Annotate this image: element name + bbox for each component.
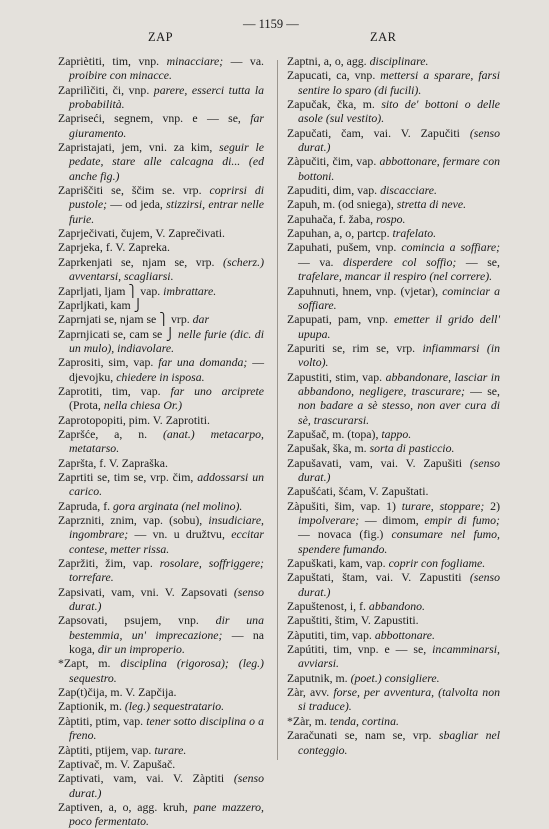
entry-text: Zapušak, ška, m.: [287, 441, 370, 456]
dictionary-entry: [287, 341, 500, 370]
dictionary-entry: [287, 312, 500, 341]
entry-text: Zaprnjati se, njam se ⎫ vrp.: [58, 312, 193, 327]
entry-text: Zapržiti, žim, vap.: [58, 556, 160, 571]
dictionary-entry: [58, 327, 264, 356]
entry-text: Zapútiti, tim, vnp. e — se,: [287, 642, 433, 657]
entry-text: Zapuh, m. (od sniega),: [287, 197, 397, 212]
dictionary-entry: [58, 384, 264, 413]
entry-translation: gora arginata (nel molino).: [113, 498, 243, 513]
entry-text: — se,: [456, 254, 500, 269]
entry-translation: impolverare;: [298, 513, 360, 527]
entry-text: Zapučak, čka, m.: [287, 97, 382, 112]
dictionary-entry: [58, 499, 264, 513]
dictionary-entry: [287, 728, 500, 757]
entry-text: — va.: [223, 54, 265, 68]
entry-text: *Zàr, m.: [287, 713, 330, 728]
dictionary-entry: [58, 513, 264, 556]
entry-translation: abbottonare, fermare con bottoni.: [298, 154, 500, 183]
entry-text: Zapušavati, vam, vai. V. Zapušiti: [287, 455, 470, 470]
dictionary-entry: [58, 613, 264, 656]
entry-translation: abbottonare.: [374, 627, 435, 642]
dictionary-entry: [58, 226, 264, 240]
dictionary-entry: [287, 599, 500, 613]
entry-text: Zaprositi, sim, vap.: [58, 355, 159, 370]
entry-text: Zàpučiti, čim, vap.: [287, 154, 380, 169]
entry-text: — od jeda,: [107, 197, 167, 212]
entry-text: Zapučati, čam, vai. V. Zapučiti: [287, 125, 470, 140]
entry-text: Zapsovati, psujem, vnp.: [58, 613, 216, 628]
entry-text: Zapriseći, segnem, vnp. e — se,: [58, 111, 251, 126]
entry-translation: parere, esserci tutta la probabilità.: [69, 82, 265, 112]
entry-translation: rosolare, soffriggere; torrefare.: [69, 556, 264, 585]
dictionary-entry: [58, 556, 264, 585]
entry-translation: disciplinare.: [369, 54, 429, 68]
entry-text: — djevojku,: [69, 355, 264, 384]
entry-text: Zaprnjicati se, cam se ⎭: [58, 326, 179, 341]
dictionary-entry: [58, 111, 264, 140]
entry-translation: coprirsi di pustole;: [69, 183, 264, 212]
entry-translation: far uno arciprete: [170, 383, 264, 398]
entry-translation: imbrattare.: [163, 283, 217, 298]
entry-translation: sito de' bottoni o delle asole (sul vestito).: [298, 97, 500, 126]
entry-translation: disciplina (rigorosa); (leg.) sequestro.: [69, 656, 264, 685]
entry-translation: disperdere col soffio;: [343, 254, 457, 269]
dictionary-entry: [287, 68, 500, 97]
page-number: — 1159 —: [243, 17, 299, 31]
entry-text: Zapristajati, jem, vni. za kim,: [58, 140, 220, 155]
entry-text: Zaputnik, m.: [287, 670, 351, 685]
dictionary-entry: [287, 484, 500, 498]
entry-translation: proibire con minacce.: [69, 68, 172, 83]
entry-text: Zaprkenjati se, njam se, vrp.: [58, 254, 224, 269]
dictionary-entry: [287, 154, 500, 183]
dictionary-entry: [287, 54, 500, 68]
entry-text: — na koga,: [69, 627, 264, 657]
entry-translation: incamminarsi, avviarsi.: [298, 642, 500, 671]
entry-text: Zàptiti, ptim, vap.: [58, 713, 147, 728]
entry-text: Zàpušiti, šim, vap. 1): [287, 498, 402, 513]
entry-text: Zapustiti, stim, vap.: [287, 369, 386, 384]
entry-translation: eccitar contese, metter rissa.: [69, 527, 264, 556]
entry-translation: (senso durat.): [298, 125, 500, 155]
dictionary-entry: [287, 197, 500, 211]
dictionary-entry: [58, 470, 264, 499]
entry-translation: addossarsi un carico.: [69, 469, 265, 499]
entry-text: *Zapt, m.: [58, 656, 121, 671]
dictionary-entry: [58, 312, 264, 326]
entry-translation: mettersi a sparare, farsi sentire lo sparo (di fucili).: [298, 68, 500, 97]
dictionary-entry: [287, 499, 500, 556]
entry-text: Zapršta, f. V. Zapraška.: [58, 455, 168, 470]
entry-translation: non badare a sè stesso, non aver cura di sè, trascurarsi.: [298, 398, 500, 427]
entry-text: Zapušćati, šćam, V. Zapuštati.: [287, 484, 429, 499]
dictionary-entry: [287, 226, 500, 240]
entry-translation: chiedere in isposa.: [116, 369, 205, 384]
entry-text: Zaptivati, vam, vai. V. Zàptiti: [58, 771, 234, 786]
left-column: [58, 54, 264, 829]
entry-text: Zaptiven, a, o, agg. kruh,: [58, 799, 194, 814]
dictionary-entry: [58, 240, 264, 254]
dictionary-entry: [58, 714, 264, 743]
entry-text: Zapuhati, pušem, vnp.: [287, 240, 402, 255]
dictionary-entry: [58, 413, 264, 427]
entry-text: Zaprječivati, čujem, V. Zaprečivati.: [58, 226, 225, 241]
dictionary-entry: [58, 255, 264, 284]
entry-text: Zapucati, ca, vnp.: [287, 68, 381, 83]
dictionary-entry: [58, 771, 264, 800]
entry-translation: tenda, cortina.: [329, 713, 399, 728]
entry-text: Zaptivač, m. V. Zapušač.: [58, 756, 176, 771]
entry-text: Zàptiti, ptijem, vap.: [58, 742, 155, 757]
entry-translation: dar: [192, 312, 210, 327]
dictionary-entry: [58, 456, 264, 470]
entry-translation: stizzirsi, entrar nelle furie.: [69, 197, 264, 226]
entry-translation: comincia a soffiare;: [401, 240, 501, 255]
entry-text: Zapuštati, štam, vai. V. Zapustiti: [287, 570, 470, 585]
entry-text: Zapriščiti se, ščim se. vrp.: [58, 183, 210, 198]
dictionary-entry: [287, 642, 500, 671]
entry-translation: abbandonare, lasciar in abbandono, negligere, trascurare;: [298, 369, 500, 398]
entry-text: Zapuštiti, štim, V. Zapustiti.: [287, 613, 419, 628]
entry-translation: turare, stoppare;: [401, 498, 485, 513]
entry-text: — vn. u družtvu,: [128, 527, 232, 542]
dictionary-entry: [287, 613, 500, 627]
entry-text: Zapruda, f.: [58, 498, 114, 513]
entry-translation: forse, per avventura, (talvolta non si traduce).: [298, 685, 500, 714]
dictionary-entry: [58, 427, 264, 456]
entry-text: Zapuhnuti, hnem, vnp. (vjetar),: [287, 283, 443, 298]
entry-text: — dimom,: [359, 513, 425, 527]
entry-text: — va.: [298, 254, 344, 269]
entry-translation: tener sotto disciplina o a freno.: [69, 713, 264, 743]
dictionary-entry: [58, 355, 264, 384]
entry-translation: (scherz.) avventarsi, scagliarsi.: [69, 254, 264, 284]
entry-translation: seguir le pedate, stare alle calcagna di... (ed anche fig.): [69, 140, 264, 183]
entry-translation: rospo.: [376, 211, 406, 226]
dictionary-entry: [287, 714, 500, 728]
dictionary-entry: [287, 456, 500, 485]
entry-translation: insudiciare, ingombrare;: [69, 513, 264, 542]
entry-text: Zaprilìčiti, či, vnp.: [58, 82, 154, 97]
entry-text: Zapuškati, kam, vap.: [287, 556, 389, 571]
entry-text: — se,: [464, 383, 500, 398]
entry-text: Zaprzniti, znim, vap. (sobu),: [58, 513, 209, 527]
dictionary-entry: [58, 585, 264, 614]
entry-text: Zapuriti se, rim se, vrp.: [287, 340, 423, 355]
entry-translation: dir una bestemmia, un' imprecazione;: [69, 613, 264, 642]
entry-text: Zaprotopopiti, pim. V. Zaprotiti.: [58, 412, 210, 427]
entry-text: 2): [484, 498, 501, 513]
dictionary-entry: [58, 800, 264, 829]
entry-text: Zapuditi, dim, vap.: [287, 183, 381, 198]
dictionary-entry: [287, 240, 500, 283]
entry-translation: nelle furie (dic. di un mulo), indiavolare.: [69, 326, 264, 355]
entry-translation: cominciar a soffiare.: [298, 283, 500, 312]
dictionary-entry: [287, 212, 500, 226]
entry-translation: trafelare, mancar il respiro (nel correre).: [298, 269, 493, 284]
entry-text: Zapušač, m. (topa),: [287, 426, 382, 441]
dictionary-entry: [287, 685, 500, 714]
dictionary-entry: [58, 284, 264, 298]
dictionary-entry: [58, 183, 264, 226]
entry-translation: consumare nel fumo, spendere fumando.: [298, 527, 500, 556]
entry-translation: (senso durat.): [298, 570, 500, 599]
dictionary-entry: [287, 126, 500, 155]
page-header: [0, 15, 549, 44]
entry-translation: infiammarsi (in volto).: [298, 340, 500, 370]
right-column: [287, 54, 500, 757]
entry-text: Zaptni, a, o, agg.: [287, 54, 370, 68]
entry-text: Zap(t)čija, m. V. Zapčija.: [58, 685, 177, 700]
dictionary-entry: [287, 370, 500, 427]
entry-translation: coprir con fogliame.: [388, 556, 486, 571]
entry-translation: sorta di pasticcio.: [369, 441, 455, 456]
entry-translation: trafelato.: [392, 226, 437, 241]
entry-text: Zaprtiti se, tim se, vrp. čim,: [58, 469, 198, 484]
entry-translation: minacciare;: [166, 54, 224, 68]
entry-text: Zaprjeka, f. V. Zapreka.: [58, 240, 170, 255]
entry-text: Zapuhan, a, o, partcp.: [287, 226, 393, 241]
entry-translation: tappo.: [381, 426, 412, 441]
dictionary-entry: [287, 183, 500, 197]
entry-translation: far giuramento.: [69, 111, 264, 140]
entry-translation: (senso durat.): [69, 771, 264, 800]
dictionary-entry: [58, 83, 264, 112]
entry-text: Zàputiti, tim, vap.: [287, 627, 375, 642]
entry-translation: discacciare.: [380, 183, 437, 198]
dictionary-entry: [58, 298, 264, 312]
entry-text: — novaca (fig.): [298, 527, 392, 542]
header-left-guideword: ZAP: [148, 30, 174, 44]
entry-text: Zapršće, a, n.: [58, 426, 163, 441]
dictionary-entry: [287, 570, 500, 599]
entry-text: Zaprljkati, kam ⎭: [58, 297, 143, 312]
entry-translation: emetter il grido dell' upupa.: [298, 312, 500, 341]
dictionary-entry: [58, 743, 264, 757]
entry-text: Zaračunati se, nam se, vrp.: [287, 728, 439, 743]
dictionary-entry: [287, 628, 500, 642]
dictionary-entry: [58, 140, 264, 183]
entry-translation: (senso durat.): [298, 455, 500, 484]
entry-text: (Prota,: [69, 398, 104, 413]
dictionary-entry: [58, 757, 264, 771]
entry-translation: (senso durat.): [69, 584, 264, 614]
entry-translation: dir un improperio.: [97, 642, 185, 657]
entry-text: Zapupati, pam, vnp.: [287, 312, 395, 327]
entry-translation: (leg.) sequestratario.: [124, 699, 225, 714]
entry-text: Zapuhača, f. žaba,: [287, 211, 377, 226]
dictionary-entry: [58, 699, 264, 713]
header-right-guideword: ZAR: [370, 30, 397, 44]
entry-translation: turare.: [154, 742, 187, 757]
entry-text: Zaprljati, ljam ⎫ vap.: [58, 283, 164, 298]
entry-translation: empir di fumo;: [424, 513, 500, 527]
dictionary-entry: [58, 685, 264, 699]
dictionary-entry: [58, 54, 264, 83]
dictionary-entry: [287, 671, 500, 685]
entry-text: Zaprotiti, tim, vap.: [58, 383, 171, 398]
entry-text: Zaptionik, m.: [58, 699, 125, 714]
entry-translation: pane mazzero, poco fermentato.: [69, 799, 264, 829]
entry-translation: sbagliar nel conteggio.: [298, 728, 500, 757]
entry-text: Zapuštenost, i, f.: [287, 599, 369, 614]
entry-translation: stretta di neve.: [396, 197, 467, 212]
entry-translation: (poet.) consigliere.: [350, 670, 440, 685]
entry-text: Zapsivati, vam, vni. V. Zapsovati: [58, 584, 234, 599]
entry-translation: far una domanda;: [158, 355, 248, 370]
dictionary-entry: [287, 284, 500, 313]
dictionary-entry: [287, 97, 500, 126]
dictionary-entry: [287, 427, 500, 441]
entry-translation: (anat.) metacarpo, metatarso.: [69, 426, 264, 456]
dictionary-entry: [58, 656, 264, 685]
entry-translation: nella chiesa Or.): [103, 398, 183, 413]
dictionary-entry: [287, 556, 500, 570]
entry-text: Zàr, avv.: [287, 685, 334, 700]
dictionary-entry: [287, 441, 500, 455]
entry-text: Zapriètiti, tim, vnp.: [58, 54, 167, 68]
column-divider: [277, 60, 278, 760]
entry-translation: abbandono.: [368, 599, 425, 614]
